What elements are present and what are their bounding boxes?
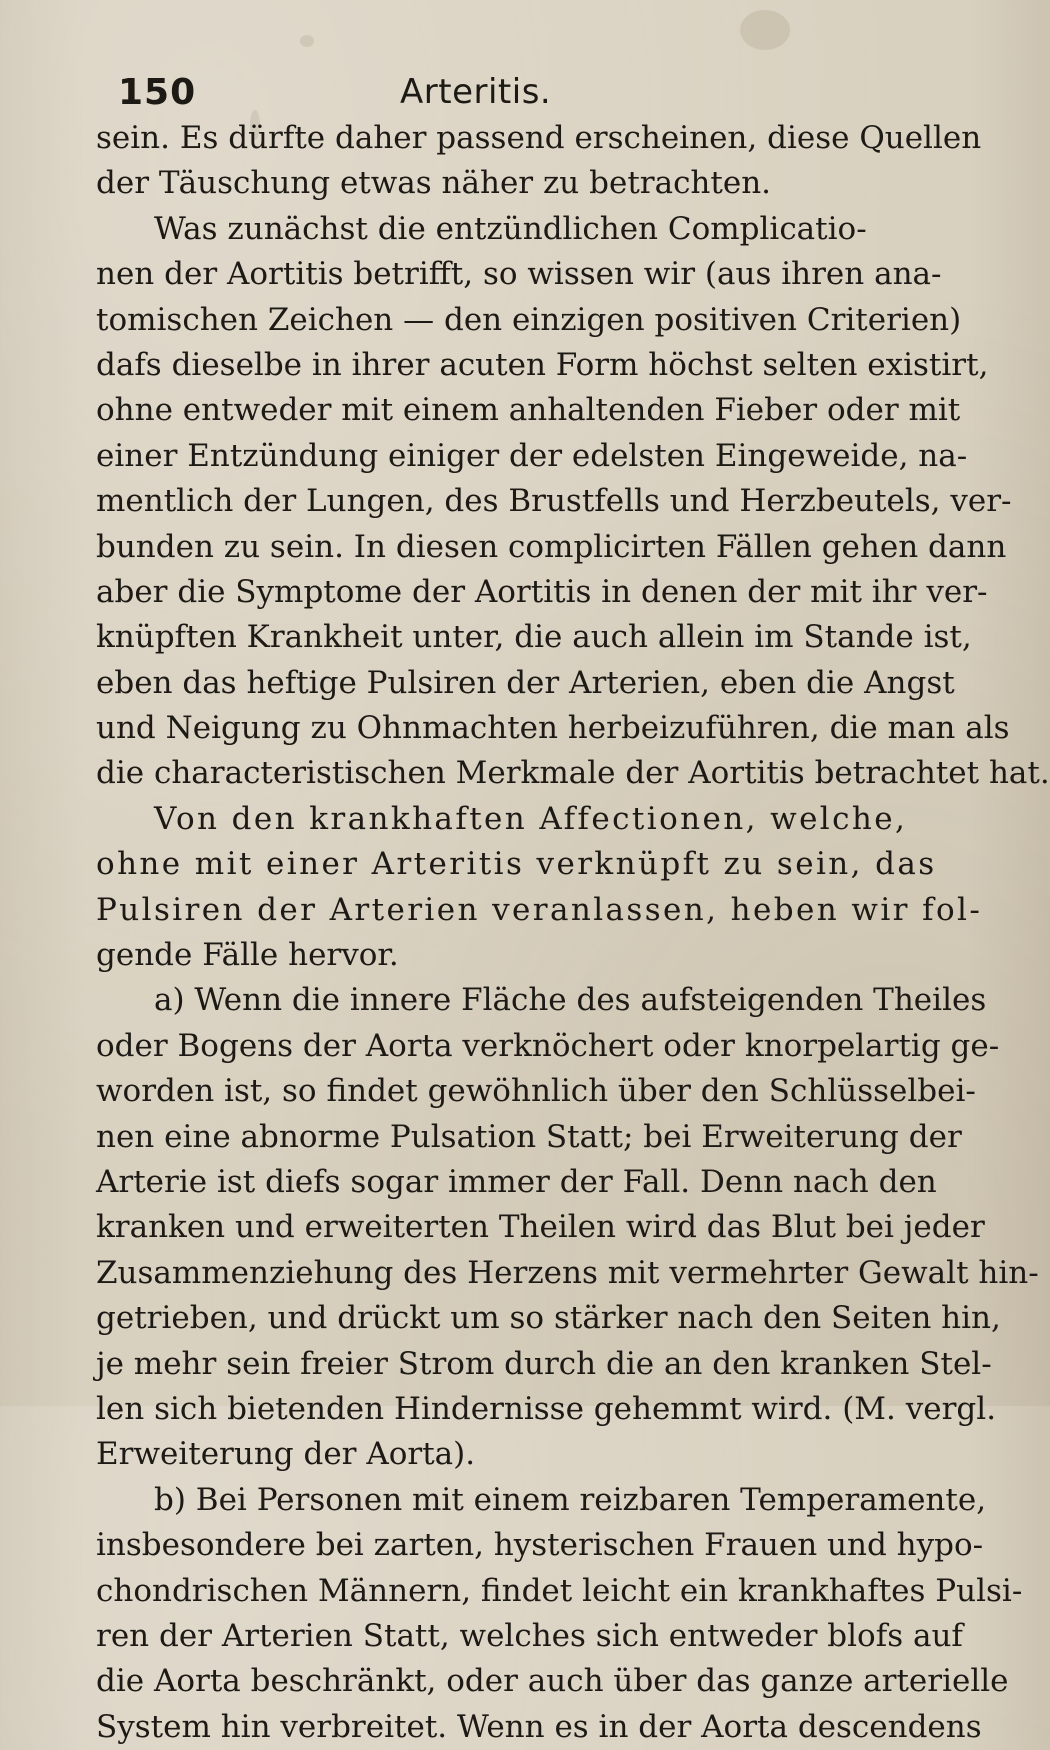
page-number: 150 (118, 72, 197, 113)
text-line: a) Wenn die innere Fläche des aufsteigenden Theiles (154, 982, 987, 1019)
text-line: dafs dieselbe in ihrer acuten Form höchst selten existirt, (96, 346, 989, 383)
text-line: getrieben, und drückt um so stärker nach den Seiten hin, (96, 1300, 1001, 1337)
text-line: knüpften Krankheit unter, die auch allein im Stande ist, (96, 619, 972, 656)
text-line: Pulsiren der Arterien veranlassen, heben wir fol- (96, 891, 983, 928)
text-line: b) Bei Personen mit einem reizbaren Temperamente, (154, 1481, 987, 1518)
text-line: Erweiterung der Aorta). (96, 1436, 476, 1473)
text-line: nen eine abnorme Pulsation Statt; bei Erweiterung der (96, 1118, 962, 1155)
text-line: die characteristischen Merkmale der Aortitis betrachtet hat. (96, 755, 1050, 792)
text-line: aber die Symptome der Aortitis in denen der mit ihr ver- (96, 573, 988, 610)
text-line: ohne mit einer Arteritis verknüpft zu sein, das (96, 846, 937, 883)
text-line: mentlich der Lungen, des Brustfells und Herzbeutels, ver- (96, 483, 1012, 520)
text-line: die Aorta beschränkt, oder auch über das ganze arterielle (96, 1663, 1009, 1700)
text-line: Von den krankhaften Affectionen, welche, (154, 800, 908, 837)
text-line: je mehr sein freier Strom durch die an den kranken Stel- (96, 1345, 992, 1382)
text-line: der Täuschung etwas näher zu betrachten. (96, 165, 772, 202)
text-line: len sich bietenden Hindernisse gehemmt wird. (M. vergl. (96, 1390, 997, 1427)
text-line: bunden zu sein. In diesen complicirten Fällen gehen dann (96, 528, 1007, 565)
text-line: Arterie ist diefs sogar immer der Fall. Denn nach den (96, 1163, 937, 1200)
text-line: nen der Aortitis betrifft, so wissen wir (aus ihren ana- (96, 256, 942, 293)
text-line: insbesondere bei zarten, hysterischen Frauen und hypo- (96, 1527, 984, 1564)
text-line: ohne entweder mit einem anhaltenden Fieber oder mit (96, 392, 961, 429)
text-line: eben das heftige Pulsiren der Arterien, eben die Angst (96, 664, 955, 701)
paper-stain (740, 10, 790, 50)
running-head (110, 62, 760, 112)
text-line: gende Fälle hervor. (96, 937, 399, 974)
text-line: einer Entzündung einiger der edelsten Eingeweide, na- (96, 437, 968, 474)
text-line: und Neigung zu Ohnmachten herbeizuführen, die man als (96, 710, 1010, 747)
text-line: tomischen Zeichen — den einzigen positiven Criterien) (96, 301, 962, 338)
text-line: sein. Es dürfte daher passend erscheinen, diese Quellen (96, 120, 982, 156)
text-line: worden ist, so findet gewöhnlich über den Schlüsselbei- (96, 1073, 976, 1110)
text-line: chondrischen Männern, findet leicht ein krankhaftes Pulsi- (96, 1572, 1023, 1609)
paper-stain (300, 35, 314, 47)
text-line: Was zunächst die entzündlichen Complicatio- (154, 210, 867, 247)
text-line: System hin verbreitet. Wenn es in der Aorta descendens (96, 1708, 982, 1745)
text-line: oder Bogens der Aorta verknöchert oder knorpelartig ge- (96, 1027, 1000, 1064)
text-line: ren der Arterien Statt, welches sich entweder blofs auf (96, 1617, 963, 1654)
text-line: Zusammenziehung des Herzens mit vermehrter Gewalt hin- (96, 1254, 1039, 1291)
body-text (96, 116, 1050, 1750)
text-line: kranken und erweiterten Theilen wird das Blut bei jeder (96, 1209, 985, 1246)
running-title: Arteritis. (400, 72, 552, 112)
